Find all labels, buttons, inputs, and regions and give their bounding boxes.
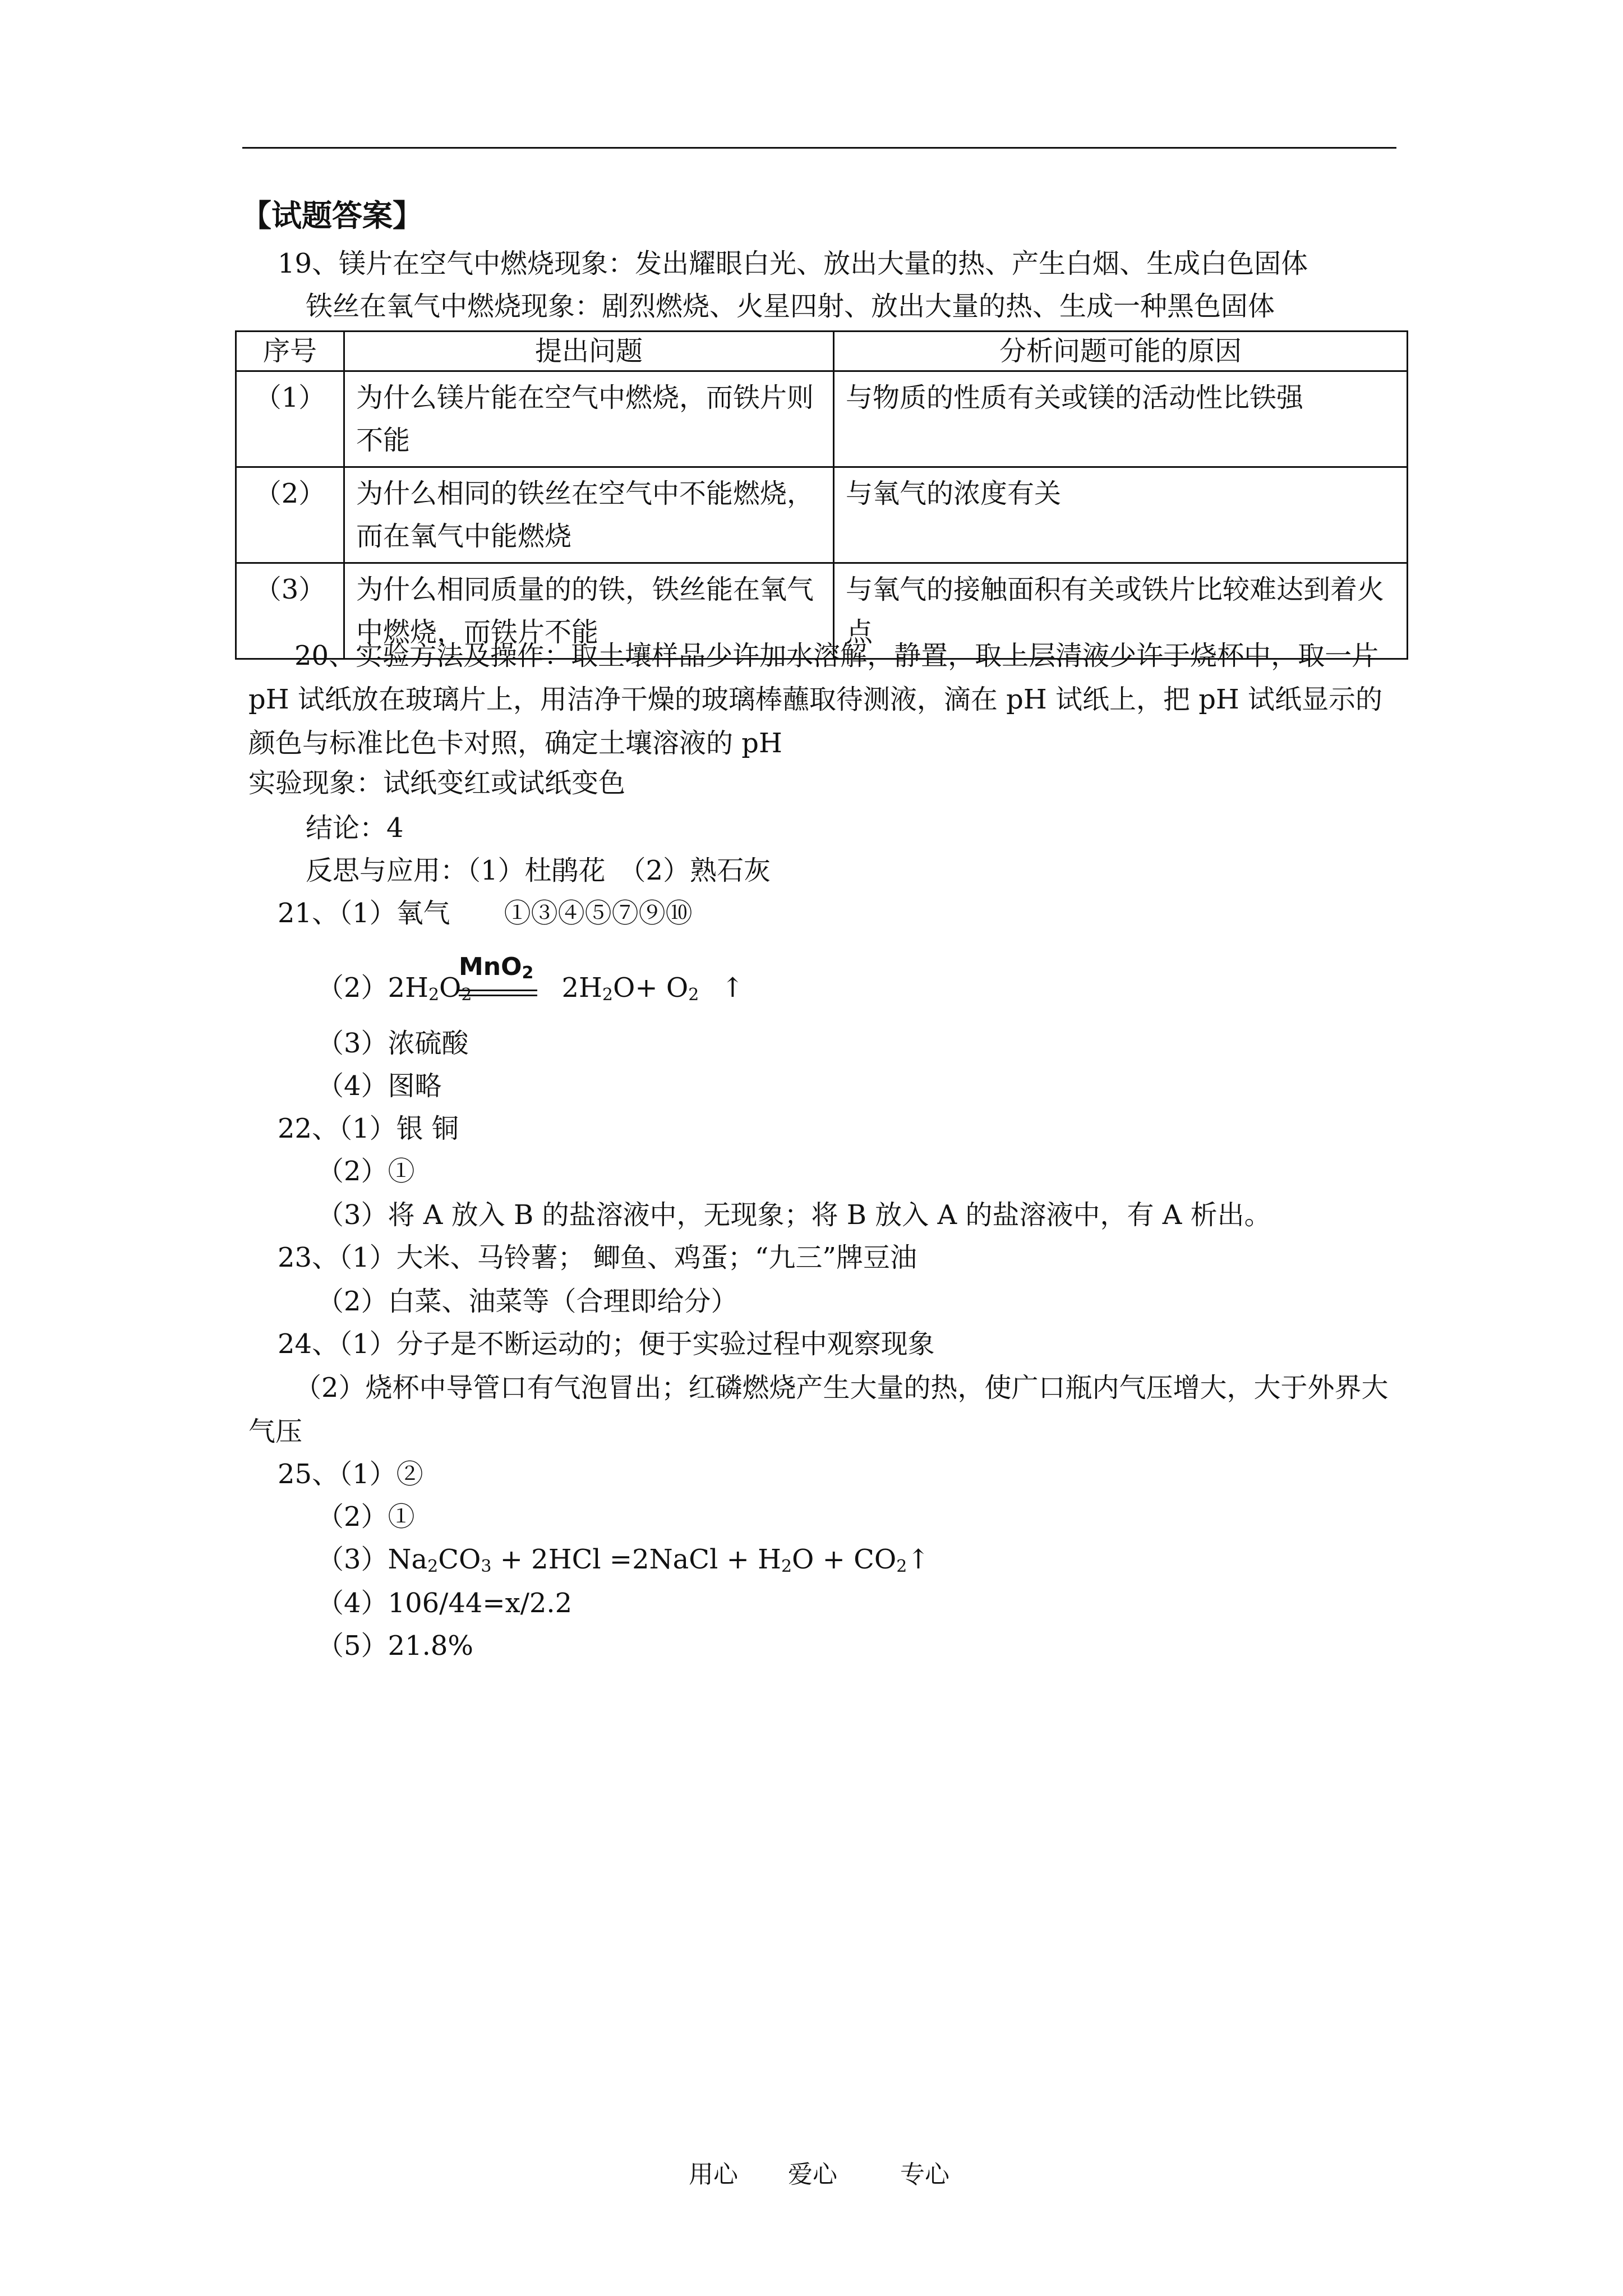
table-row xyxy=(236,467,1408,563)
table-cell: 与氧气的接触面积有关或铁片比较难达到着火点 xyxy=(834,563,1408,659)
table-cell: 与物质的性质有关或镁的活动性比铁强 xyxy=(834,371,1408,467)
q20-reflection: 反思与应用：（1）杜鹃花 （2）熟石灰 xyxy=(306,855,771,886)
table-cell: 为什么相同质量的的铁，铁丝能在氧气中燃烧，而铁片不能 xyxy=(344,563,834,659)
table-cell: （2） xyxy=(236,467,344,563)
q21-a4: （4）图略 xyxy=(317,1070,442,1102)
table-header: 提出问题 xyxy=(344,332,834,371)
table-row xyxy=(236,371,1408,467)
q22-a2: （2）① xyxy=(317,1156,415,1187)
q24-a1: 24、（1）分子是不断运动的；便于实验过程中观察现象 xyxy=(278,1328,935,1360)
q24-a2: （2）烧杯中导管口有气泡冒出；红磷燃烧产生大量的热，使广口瓶内气压增大，大于外界大气压 xyxy=(248,1372,1389,1447)
table-cell: 为什么镁片能在空气中燃烧，而铁片则不能 xyxy=(344,371,834,467)
q19-table xyxy=(235,330,1408,660)
q23-a1: 23、（1）大米、马铃薯； 鲫鱼、鸡蛋；“九三”牌豆油 xyxy=(278,1242,917,1273)
q20-phenomenon: 实验现象：试纸变红或试纸变色 xyxy=(248,767,626,799)
table-cell: （3） xyxy=(236,563,344,659)
q21-equation: $(2)2H_2O_2$ $2H_2O+ O_2$ ↑ xyxy=(317,972,744,1005)
footer-text-3: 专心 xyxy=(900,2160,949,2189)
q25-a4: （4）106/44=x/2.2 xyxy=(317,1588,573,1619)
q22-a3: （3）将 A 放入 B 的盐溶液中，无现象；将 B 放入 A 的盐溶液中，有 A 析出。 xyxy=(317,1199,1271,1231)
table-header-row xyxy=(236,332,1408,371)
q19-mg: 19、镁片在空气中燃烧现象：发出耀眼白光、放出大量的热、产生白烟、生成白色固体 xyxy=(278,248,1308,279)
q19-fe: 铁丝在氧气中燃烧现象：剧烈燃烧、火星四射、放出大量的热、生成一种黑色固体 xyxy=(306,291,1275,322)
q23-a2: （2）白菜、油菜等（合理即给分） xyxy=(317,1286,738,1317)
q20-method: 20、实验方法及操作：取土壤样品少许加水溶解，静置，取上层清液少许于烧杯中，取一片 pH 试纸放在玻璃片上，用洁净干燥的玻璃棒蘸取待测液，滴在 pH 试纸上，把 pH 试纸显示的颜色与标准比色卡对照，确定土壤溶液的 pH xyxy=(248,640,1383,759)
header-rule xyxy=(242,147,1396,149)
table-cell: 为什么相同的铁丝在空气中不能燃烧，而在氧气中能燃烧 xyxy=(344,467,834,563)
section-title: 【试题答案】 xyxy=(241,198,423,233)
footer-text-1: 用心 xyxy=(689,2160,738,2189)
table-cell: （1） xyxy=(236,371,344,467)
reaction-equals-sign xyxy=(459,990,537,996)
q21-a1: 21、（1）氧气 ①③④⑤⑦⑨⑩ xyxy=(278,898,693,929)
q25-a1: 25、（1）② xyxy=(278,1458,423,1490)
q25-a5: （5）21.8% xyxy=(317,1630,474,1662)
footer-text-2: 爱心 xyxy=(788,2160,837,2189)
table-header: 分析问题可能的原因 xyxy=(834,332,1408,371)
q25-a2: （2）① xyxy=(317,1501,415,1533)
table-header: 序号 xyxy=(236,332,344,371)
q21-a3: （3）浓硫酸 xyxy=(317,1028,469,1059)
table-cell: 与氧气的浓度有关 xyxy=(834,467,1408,563)
catalyst-label: MnO$_2$ xyxy=(459,953,534,983)
q20-conclusion: 结论：4 xyxy=(306,812,404,844)
q25-a3: $(3)Na_2CO_3 + 2HCl$ =2NaCl + $H_2O$ + $CO_2↑$ xyxy=(317,1544,930,1576)
q22-a1: 22、（1）银 铜 xyxy=(278,1113,459,1144)
